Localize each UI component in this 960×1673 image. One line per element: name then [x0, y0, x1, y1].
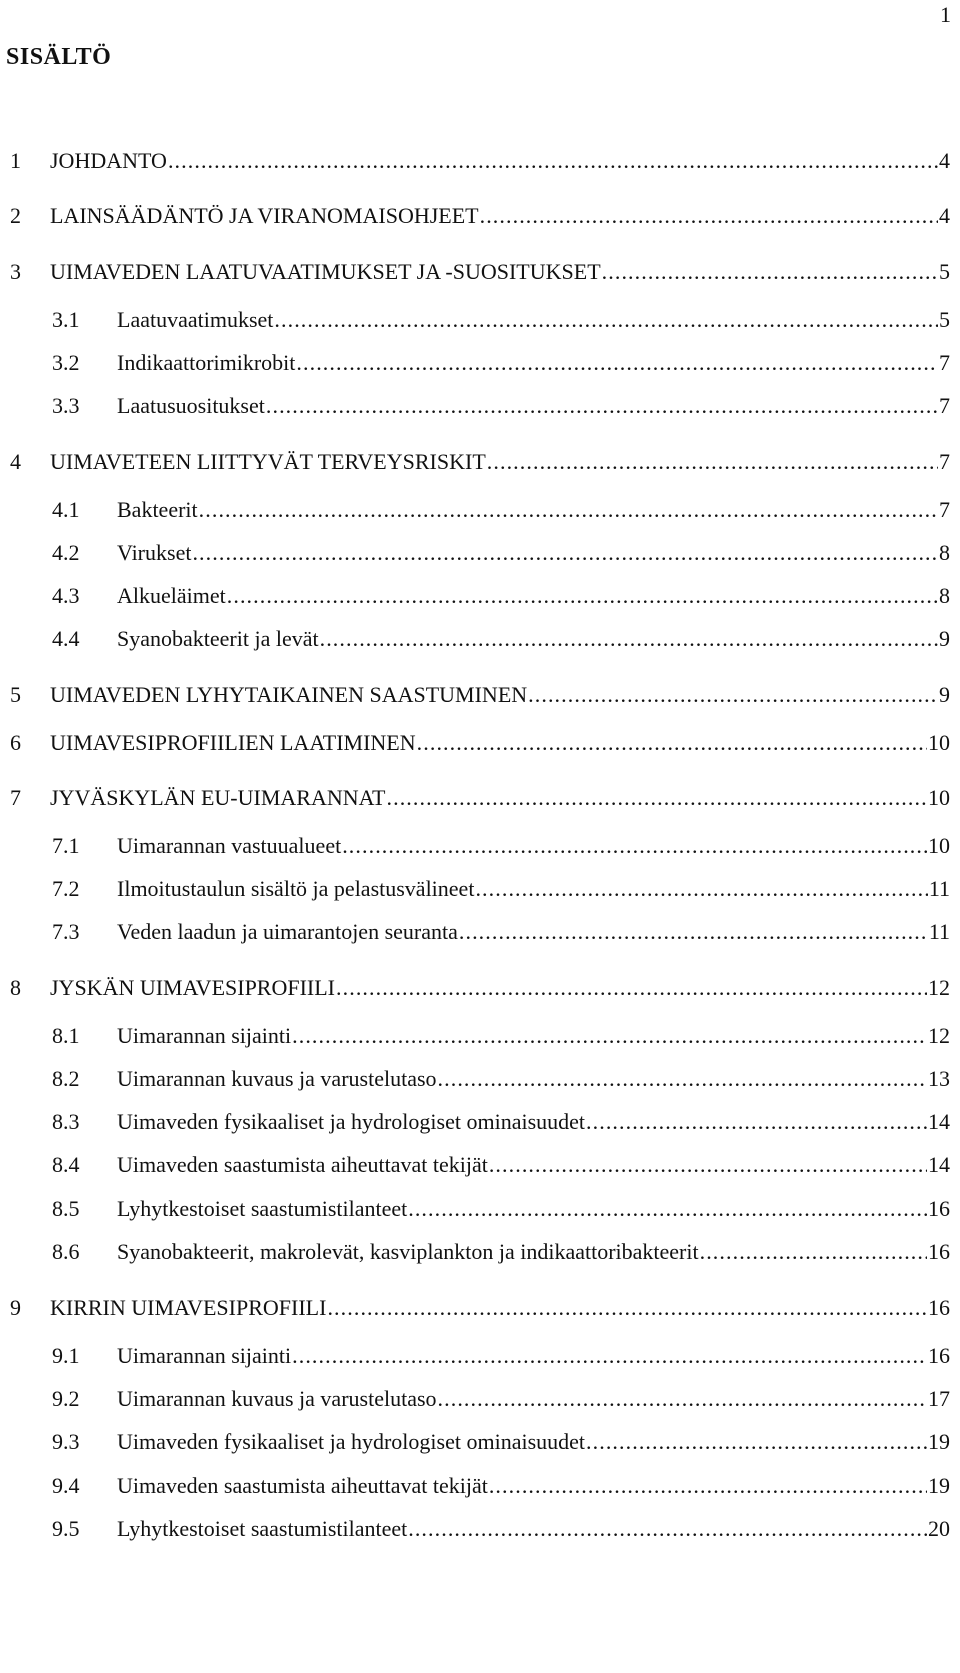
page-number: 1	[940, 2, 951, 27]
toc-entry-number: 2	[10, 203, 21, 228]
toc-dot-leader	[227, 583, 938, 609]
toc-dot-leader	[320, 626, 938, 652]
toc-entry[interactable]	[10, 393, 950, 425]
toc-entry-page: 10	[928, 730, 950, 755]
toc-entry[interactable]	[10, 1429, 950, 1461]
toc-dot-leader	[489, 1152, 927, 1178]
toc-entry[interactable]	[10, 350, 950, 382]
toc-dot-leader	[480, 203, 938, 229]
toc-dot-leader	[602, 259, 938, 285]
toc-entry[interactable]	[10, 876, 950, 908]
toc-dot-leader	[475, 876, 927, 902]
toc-entry[interactable]	[10, 1516, 950, 1548]
toc-entry-page: 16	[928, 1196, 950, 1221]
toc-entry-title: JOHDANTO	[50, 148, 167, 173]
toc-entry-page: 11	[928, 876, 950, 901]
toc-entry-page: 11	[928, 919, 950, 944]
toc-entry-number: 8.2	[52, 1066, 80, 1091]
toc-dot-leader	[417, 730, 927, 756]
toc-entry-title: Alkueläimet	[117, 583, 226, 608]
toc-entry-title: LAINSÄÄDÄNTÖ JA VIRANOMAISOHJEET	[50, 203, 479, 228]
toc-entry[interactable]	[10, 1196, 950, 1228]
toc-entry-number: 3.3	[52, 393, 80, 418]
toc-entry[interactable]	[10, 1343, 950, 1375]
toc-entry[interactable]	[10, 1109, 950, 1141]
toc-entry-number: 8.5	[52, 1196, 80, 1221]
toc-entry[interactable]	[10, 307, 950, 339]
toc-entry-number: 8.3	[52, 1109, 80, 1134]
toc-entry[interactable]	[10, 1023, 950, 1055]
toc-entry[interactable]	[10, 1295, 950, 1327]
toc-entry[interactable]	[10, 785, 950, 817]
toc-dot-leader	[192, 540, 938, 566]
toc-entry-title: KIRRIN UIMAVESIPROFIILI	[50, 1295, 327, 1320]
toc-entry[interactable]	[10, 626, 950, 658]
toc-entry-title: Uimaveden fysikaaliset ja hydrologiset ominaisuudet	[117, 1109, 586, 1134]
toc-entry-page: 17	[928, 1386, 950, 1411]
toc-entry[interactable]	[10, 449, 950, 481]
toc-entry-number: 8	[10, 975, 21, 1000]
toc-entry-page: 14	[928, 1109, 950, 1134]
toc-entry-number: 6	[10, 730, 21, 755]
toc-entry-page: 10	[928, 785, 950, 810]
toc-dot-leader	[528, 682, 938, 708]
toc-entry-title: Uimaveden fysikaaliset ja hydrologiset ominaisuudet	[117, 1429, 586, 1454]
toc-entry[interactable]	[10, 148, 950, 180]
toc-entry-page: 12	[928, 975, 950, 1000]
toc-dot-leader	[274, 307, 938, 333]
toc-entry-title: Veden laadun ja uimarantojen seuranta	[117, 919, 458, 944]
toc-entry-page: 13	[928, 1066, 950, 1091]
toc-entry-title: Uimaveden saastumista aiheuttavat tekijät	[117, 1473, 488, 1498]
toc-entry-title: UIMAVEDEN LYHYTAIKAINEN SAASTUMINEN	[50, 682, 528, 707]
toc-dot-leader	[438, 1386, 927, 1412]
toc-dot-leader	[408, 1516, 927, 1542]
toc-entry-number: 1	[10, 148, 21, 173]
toc-dot-leader	[586, 1429, 927, 1455]
toc-entry-page: 8	[939, 540, 950, 565]
toc-dot-leader	[168, 148, 938, 174]
toc-entry[interactable]	[10, 833, 950, 865]
toc-entry[interactable]	[10, 203, 950, 235]
toc-entry-title: UIMAVEDEN LAATUVAATIMUKSET JA -SUOSITUKSET	[50, 259, 601, 284]
toc-entry-page: 5	[939, 307, 950, 332]
toc-entry[interactable]	[10, 1473, 950, 1505]
toc-entry-number: 3	[10, 259, 21, 284]
toc-entry-page: 7	[939, 449, 950, 474]
toc-entry[interactable]	[10, 1239, 950, 1271]
toc-dot-leader	[327, 1295, 927, 1321]
toc-entry-title: Uimaveden saastumista aiheuttavat tekijät	[117, 1152, 488, 1177]
toc-dot-leader	[700, 1239, 927, 1265]
toc-entry-title: JYVÄSKYLÄN EU-UIMARANNAT	[50, 785, 386, 810]
toc-entry-page: 14	[928, 1152, 950, 1177]
toc-dot-leader	[199, 497, 938, 523]
toc-entry-number: 9.5	[52, 1516, 80, 1541]
toc-entry-number: 9.3	[52, 1429, 80, 1454]
toc-entry[interactable]	[10, 730, 950, 762]
toc-entry-title: Uimarannan kuvaus ja varustelutaso	[117, 1386, 437, 1411]
toc-dot-leader	[336, 975, 927, 1001]
toc-entry-title: Uimarannan kuvaus ja varustelutaso	[117, 1066, 437, 1091]
toc-entry-title: Laatusuositukset	[117, 393, 265, 418]
toc-entry-number: 4.4	[52, 626, 80, 651]
toc-entry[interactable]	[10, 259, 950, 291]
toc-entry-page: 9	[939, 626, 950, 651]
toc-entry-title: Syanobakteerit ja levät	[117, 626, 319, 651]
toc-entry[interactable]	[10, 975, 950, 1007]
toc-entry-title: Uimarannan sijainti	[117, 1023, 292, 1048]
toc-entry-page: 8	[939, 583, 950, 608]
toc-entry-page: 16	[928, 1343, 950, 1368]
toc-dot-leader	[487, 449, 938, 475]
toc-entry-number: 7.2	[52, 876, 80, 901]
toc-entry-number: 3.1	[52, 307, 80, 332]
toc-entry-page: 9	[939, 682, 950, 707]
toc-entry-page: 5	[939, 259, 950, 284]
toc-entry-number: 4.1	[52, 497, 80, 522]
toc-entry-page: 10	[928, 833, 950, 858]
toc-entry-number: 9	[10, 1295, 21, 1320]
toc-dot-leader	[408, 1196, 927, 1222]
toc-entry-page: 4	[939, 148, 950, 173]
toc-entry-page: 7	[939, 497, 950, 522]
toc-entry-title: Bakteerit	[117, 497, 198, 522]
toc-entry-number: 7	[10, 785, 21, 810]
toc-dot-leader	[586, 1109, 927, 1135]
toc-entry-page: 7	[939, 350, 950, 375]
toc-dot-leader	[266, 393, 938, 419]
toc-entry-title: Uimarannan vastuualueet	[117, 833, 342, 858]
toc-entry-title: Virukset	[117, 540, 192, 565]
toc-entry-number: 4	[10, 449, 21, 474]
toc-entry[interactable]	[10, 1152, 950, 1184]
toc-entry[interactable]	[10, 919, 950, 951]
toc-entry-number: 8.6	[52, 1239, 80, 1264]
toc-heading: SISÄLTÖ	[6, 44, 112, 70]
toc-entry[interactable]	[10, 540, 950, 572]
toc-entry[interactable]	[10, 497, 950, 529]
toc-entry-title: Lyhytkestoiset saastumistilanteet	[117, 1196, 408, 1221]
toc-dot-leader	[459, 919, 928, 945]
toc-dot-leader	[296, 350, 938, 376]
toc-entry-number: 4.2	[52, 540, 80, 565]
toc-entry-title: JYSKÄN UIMAVESIPROFIILI	[50, 975, 336, 1000]
toc-entry[interactable]	[10, 1386, 950, 1418]
toc-entry-number: 3.2	[52, 350, 80, 375]
toc-entry-number: 9.1	[52, 1343, 80, 1368]
toc-entry-title: Indikaattorimikrobit	[117, 350, 296, 375]
toc-entry-number: 7.1	[52, 833, 80, 858]
toc-entry-page: 20	[928, 1516, 950, 1541]
toc-dot-leader	[342, 833, 927, 859]
toc-entry[interactable]	[10, 682, 950, 714]
toc-dot-leader	[292, 1343, 927, 1369]
toc-entry-title: Laatuvaatimukset	[117, 307, 274, 332]
toc-entry-title: UIMAVESIPROFIILIEN LAATIMINEN	[50, 730, 416, 755]
toc-entry-number: 8.4	[52, 1152, 80, 1177]
toc-entry-number: 4.3	[52, 583, 80, 608]
toc-entry-number: 9.4	[52, 1473, 80, 1498]
toc-entry-title: Ilmoitustaulun sisältö ja pelastusvälineet	[117, 876, 475, 901]
toc-entry-page: 16	[928, 1239, 950, 1264]
toc-entry-title: Lyhytkestoiset saastumistilanteet	[117, 1516, 408, 1541]
toc-entry-number: 8.1	[52, 1023, 80, 1048]
toc-dot-leader	[489, 1473, 927, 1499]
toc-entry-page: 19	[928, 1473, 950, 1498]
toc-dot-leader	[387, 785, 928, 811]
toc-dot-leader	[292, 1023, 927, 1049]
toc-entry-title: Syanobakteerit, makrolevät, kasviplankton ja indikaattoribakteerit	[117, 1239, 699, 1264]
toc-entry[interactable]	[10, 1066, 950, 1098]
toc-entry-page: 16	[928, 1295, 950, 1320]
toc-entry-page: 19	[928, 1429, 950, 1454]
toc-entry-page: 7	[939, 393, 950, 418]
toc-entry-number: 9.2	[52, 1386, 80, 1411]
toc-entry-number: 7.3	[52, 919, 80, 944]
toc-entry[interactable]	[10, 583, 950, 615]
toc-dot-leader	[438, 1066, 927, 1092]
toc-entry-title: UIMAVETEEN LIITTYVÄT TERVEYSRISKIT	[50, 449, 486, 474]
toc-entry-title: Uimarannan sijainti	[117, 1343, 292, 1368]
toc-entry-page: 12	[928, 1023, 950, 1048]
toc-entry-number: 5	[10, 682, 21, 707]
toc-entry-page: 4	[939, 203, 950, 228]
